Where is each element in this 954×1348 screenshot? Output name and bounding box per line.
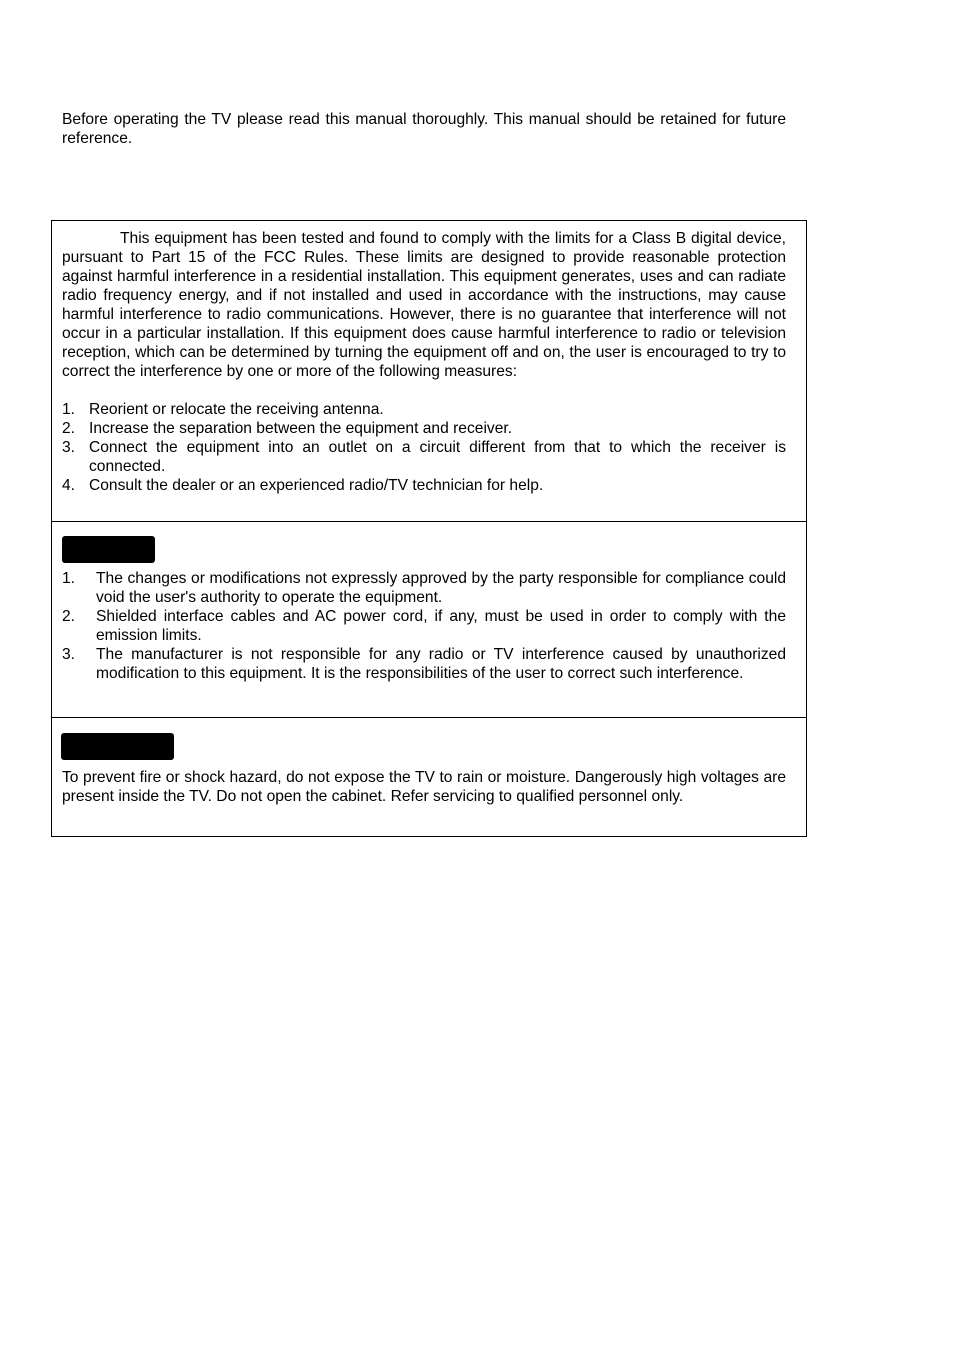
list-item-text: Increase the separation between the equipment and receiver.: [89, 420, 513, 437]
warning-label-bar: [61, 733, 174, 760]
note-label-bar: [62, 536, 155, 563]
list-item-number: 3.: [62, 439, 76, 456]
intro-text: Before operating the TV please read this manual thoroughly. This manual should be retained for future reference.: [62, 111, 786, 147]
list-item-number: 4.: [62, 477, 76, 494]
note-box: [51, 521, 807, 718]
list-item-text: Shielded interface cables and AC power cord, if any, must be used in order to comply with the emission limits.: [96, 608, 786, 644]
list-item: [62, 645, 786, 683]
list-item: [62, 438, 786, 476]
list-item-number: 1.: [62, 401, 76, 418]
warning-text: To prevent fire or shock hazard, do not expose the TV to rain or moisture. Dangerously high voltages are present inside the TV. Do not open the cabinet. Refer servicing to qualified personnel only.: [62, 769, 786, 805]
list-item-text: Reorient or relocate the receiving antenna.: [89, 401, 384, 418]
fcc-measures-list: [62, 400, 786, 495]
list-item-text: Connect the equipment into an outlet on a circuit different from that to which the receiver is connected.: [89, 439, 786, 475]
list-item-text: The changes or modifications not expressly approved by the party responsible for compliance could void the user's authority to operate the equipment.: [96, 570, 786, 606]
note-list: [62, 569, 786, 683]
list-item: [62, 476, 786, 495]
list-item: [62, 569, 786, 607]
list-item: [62, 607, 786, 645]
list-item-number: 3.: [62, 646, 76, 663]
list-item-text: Consult the dealer or an experienced radio/TV technician for help.: [89, 477, 544, 494]
list-item-number: 2.: [62, 420, 76, 437]
list-item-number: 1.: [62, 570, 76, 587]
list-item-text: The manufacturer is not responsible for any radio or TV interference caused by unauthorized modification to this equipment. It is the responsibilities of the user to correct such interference.: [96, 646, 786, 682]
warning-box: [51, 717, 807, 837]
list-item-number: 2.: [62, 608, 76, 625]
fcc-statement-paragraph: This equipment has been tested and found to comply with the limits for a Class B digital device, pursuant to Part 15 of the FCC Rules. These limits are designed to provide reasonable protection against harmful interference in a residential installation. This equipment generates, uses and can radiate radio frequency energy, and if not installed and used in accordance with the instructions, may cause harmful interference to radio communications. However, there is no guarantee that interference will not occur in a particular installation. If this equipment does cause harmful interference to radio or television reception, which can be determined by turning the equipment off and on, the user is encouraged to try to correct the interference by one or more of the following measures:: [62, 230, 786, 380]
list-item: [62, 400, 786, 419]
fcc-statement-box: [51, 220, 807, 522]
list-item: [62, 419, 786, 438]
